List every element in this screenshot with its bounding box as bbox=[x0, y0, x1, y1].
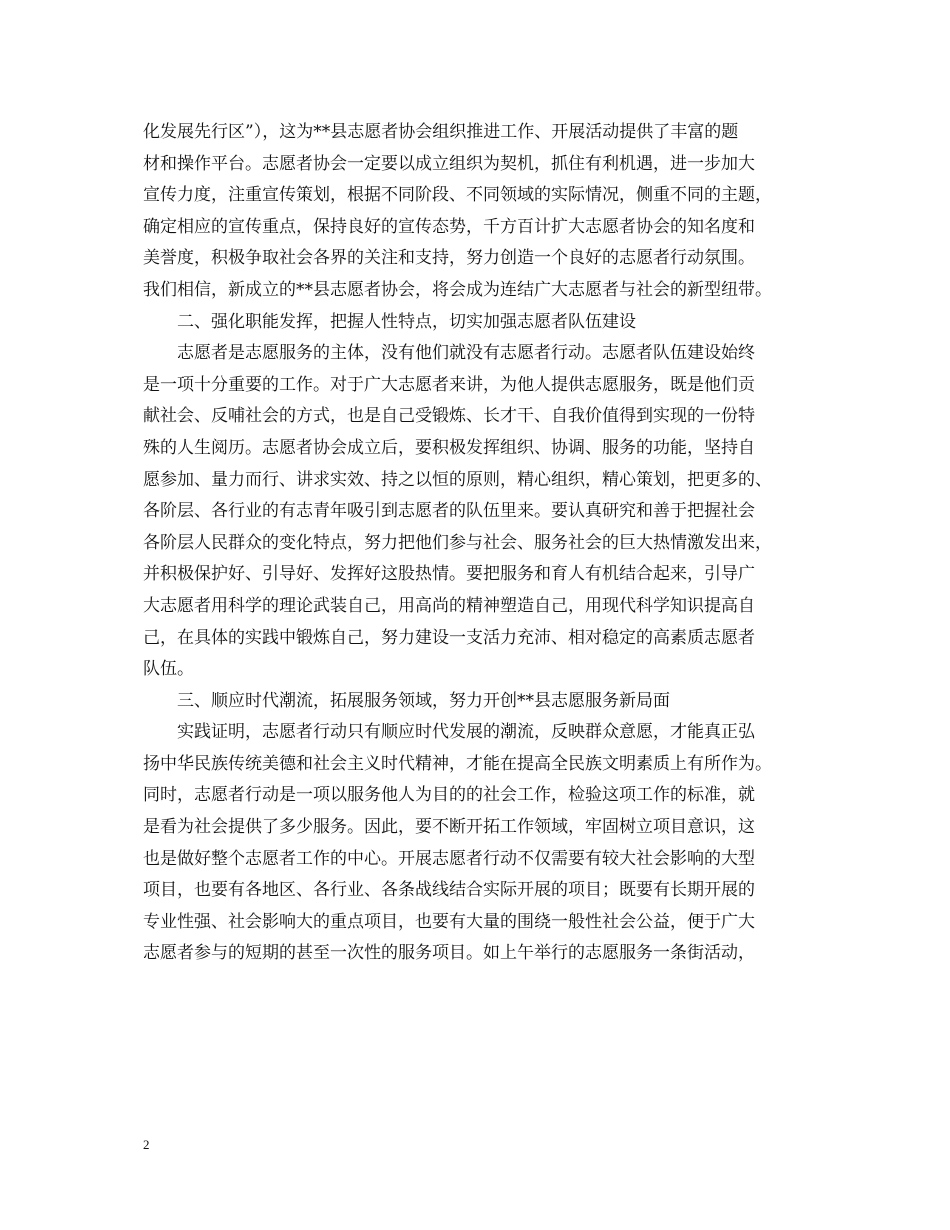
text-line: 实践证明，志愿者行动只有顺应时代发展的潮流，反映群众意愿，才能真正弘 bbox=[177, 722, 755, 743]
text-line: 愿参加、量力而行、讲求实效、持之以恒的原则，精心组织，精心策划，把更多的、 bbox=[143, 469, 772, 490]
text-line: 确定相应的宣传重点，保持良好的宣传态势，千方百计扩大志愿者协会的知名度和 bbox=[143, 216, 755, 237]
text-line: 项目，也要有各地区、各行业、各条战线结合实际开展的项目；既要有长期开展的 bbox=[143, 880, 755, 901]
text-line: 我们相信，新成立的**县志愿者协会，将会成为连结广大志愿者与社会的新型纽带。 bbox=[143, 279, 772, 300]
text-line: 队伍。 bbox=[143, 659, 194, 680]
text-line: 是一项十分重要的工作。对于广大志愿者来讲，为他人提供志愿服务，既是他们贡 bbox=[143, 374, 755, 395]
text-line: 同时，志愿者行动是一项以服务他人为目的的社会工作，检验这项工作的标准，就 bbox=[143, 785, 755, 806]
text-line: 也是做好整个志愿者工作的中心。开展志愿者行动不仅需要有较大社会影响的大型 bbox=[143, 848, 755, 869]
text-line: 己，在具体的实践中锻炼自己，努力建设一支活力充沛、相对稳定的高素质志愿者 bbox=[143, 627, 755, 648]
text-line: 美誉度，积极争取社会各界的关注和支持，努力创造一个良好的志愿者行动氛围。 bbox=[143, 248, 755, 269]
text-line: 并积极保护好、引导好、发挥好这股热情。要把服务和育人有机结合起来，引导广 bbox=[143, 564, 755, 585]
text-line: 三、顺应时代潮流，拓展服务领域，努力开创**县志愿服务新局面 bbox=[177, 690, 670, 711]
text-line: 是看为社会提供了多少服务。因此，要不断开拓工作领域，牢固树立项目意识，这 bbox=[143, 817, 755, 838]
text-line: 献社会、反哺社会的方式，也是自己受锻炼、长才干、自我价值得到实现的一份特 bbox=[143, 406, 755, 427]
page-number: 2 bbox=[143, 1137, 150, 1152]
text-line: 专业性强、社会影响大的重点项目，也要有大量的围绕一般性社会公益，便于广大 bbox=[143, 911, 755, 932]
text-line: 扬中华民族传统美德和社会主义时代精神，才能在提高全民族文明素质上有所作为。 bbox=[143, 753, 772, 774]
text-line: 志愿者是志愿服务的主体，没有他们就没有志愿者行动。志愿者队伍建设始终 bbox=[177, 343, 755, 364]
text-line: 材和操作平台。志愿者协会一定要以成立组织为契机，抓住有利机遇，进一步加大 bbox=[143, 153, 755, 174]
text-line: 大志愿者用科学的理论武装自己，用高尚的精神塑造自己，用现代科学知识提高自 bbox=[143, 595, 755, 616]
text-line: 殊的人生阅历。志愿者协会成立后，要积极发挥组织、协调、服务的功能，坚持自 bbox=[143, 437, 755, 458]
text-line: 宣传力度，注重宣传策划，根据不同阶段、不同领域的实际情况，侧重不同的主题， bbox=[143, 185, 772, 206]
text-line: 化发展先行区”），这为**县志愿者协会组织推进工作、开展活动提供了丰富的题 bbox=[143, 122, 739, 142]
document-body bbox=[143, 117, 825, 970]
text-line: 各阶层人民群众的变化特点，努力把他们参与社会、服务社会的巨大热情激发出来， bbox=[143, 532, 772, 553]
text-line: 志愿者参与的短期的甚至一次性的服务项目。如上午举行的志愿服务一条街活动， bbox=[143, 943, 755, 964]
text-line: 二、强化职能发挥，把握人性特点，切实加强志愿者队伍建设 bbox=[177, 311, 636, 332]
text-line: 各阶层、各行业的有志青年吸引到志愿者的队伍里来。要认真研究和善于把握社会 bbox=[143, 501, 755, 522]
